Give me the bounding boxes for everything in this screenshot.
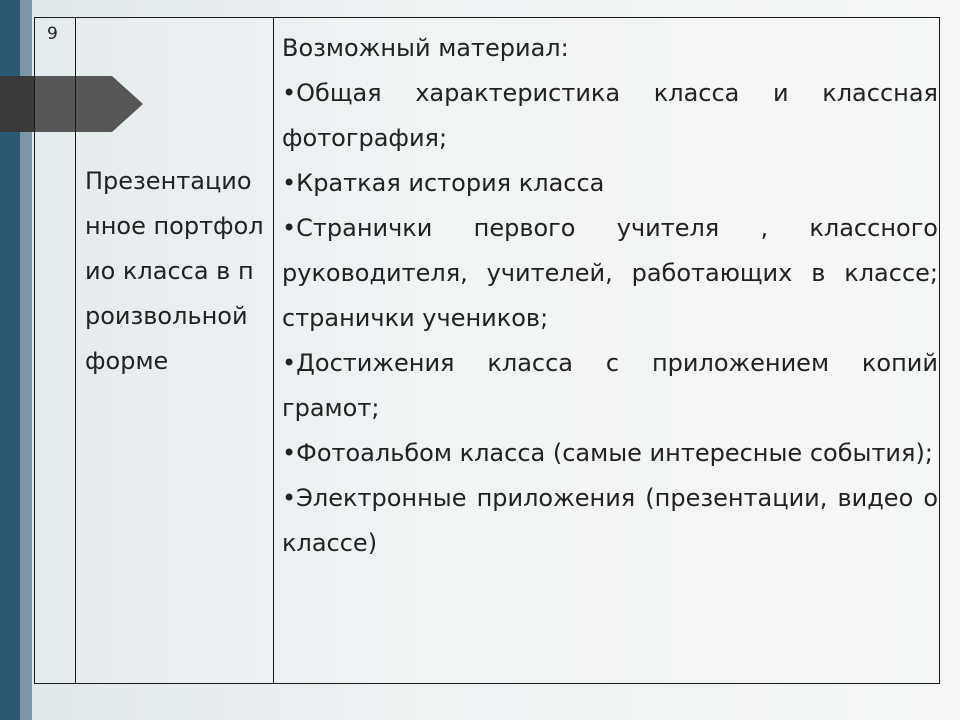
content-block [282,26,938,566]
list-item: •Электронные приложения (презентации, видео о классе) [282,484,938,557]
list-item: •Достижения класса с приложением копий грамот; [282,349,938,422]
content-heading: Возможный материал: [282,34,569,62]
list-item: •Общая характеристика класса и классная фотография; [282,79,938,152]
list-item: •Фотоальбом класса (самые интересные события); [282,439,933,467]
list-item: •Странички первого учителя , классного руководителя, учителей, работающих в классе; странички учеников; [282,214,938,332]
row-number-cell [35,18,76,683]
content-cell [274,18,939,683]
list-item: •Краткая история класса [282,169,605,197]
name-cell [76,18,274,683]
content-table [34,17,940,684]
row-number: 9 [47,24,58,44]
section-name: Презентационное портфолио класса в произвольной форме [85,167,264,375]
